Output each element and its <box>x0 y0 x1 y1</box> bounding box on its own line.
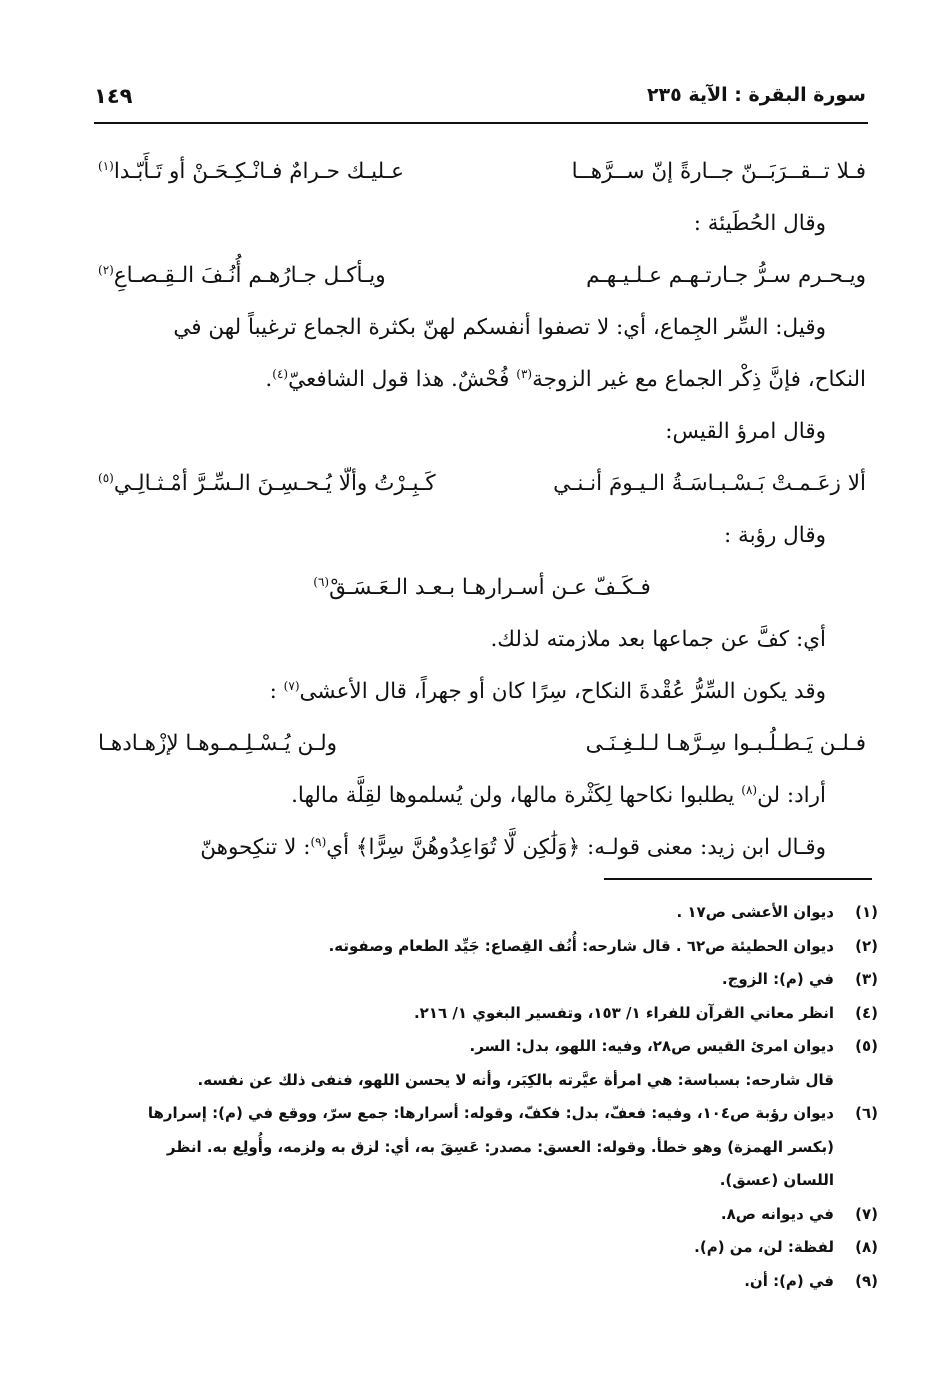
verse-line <box>98 458 866 510</box>
text-segment: فُحْشٌ. هذا قول الشافعيّ <box>288 367 517 392</box>
footnote-ref: (٥) <box>98 470 114 485</box>
footnote-text <box>100 1265 834 1299</box>
footnote-ref: (٦) <box>313 574 330 589</box>
paragraph-line <box>98 354 866 406</box>
verse-hemistich-second: ولـن يُـسْـلِـمـوهـا لإزْهـادهـا <box>98 731 338 756</box>
page-header <box>94 78 866 122</box>
footnote-line: ديوان امرئ القيس ص٢٨، وفيه: اللهو، بدل: السر. <box>469 1037 834 1055</box>
footnote-line: اللسان (عسق). <box>719 1171 834 1189</box>
verse-line <box>98 250 866 302</box>
footnote-text <box>100 997 834 1031</box>
footnote-line: (بكسر الهمزة) وهو خطأ. وقوله: العسق: مصدر: عَسِقَ به، أي: لزق به ولزمه، وأُولِع به. انظر <box>166 1137 834 1156</box>
verse-hemistich-first: ويـحـرم سـرُّ جـارتـهـم عـلـيـهـم <box>586 263 866 288</box>
text-segment: . <box>265 367 273 392</box>
verse-hemistich-second: كَـبِـرْتُ وألّا يُـحـسِـنَ الـسِّـرَّ أمْـثـالِـي <box>113 471 436 496</box>
footnote-number: (٤) <box>855 1003 878 1022</box>
footnote <box>100 963 878 997</box>
footnote-ref: (٤) <box>272 366 289 381</box>
footnote-line: في (م): الزوج. <box>721 970 834 988</box>
footnote-line: انظر معاني القرآن للفراء ١/ ١٥٣، وتفسير البغوي ١/ ٢١٦. <box>413 1003 834 1022</box>
footnote-text <box>100 1097 834 1198</box>
text-segment: يطلبوا نكاحها لِكَثْرة مالها، ولن يُسلموها لقِلَّة مالها. <box>291 783 742 808</box>
footnote-line: ديوان الحطيئة ص٦٢ . قال شارحه: أُنُف القِصاع: جَيِّد الطعام وصفوته. <box>328 936 834 955</box>
footnote-number: (٦) <box>855 1104 878 1122</box>
footnote-text <box>100 1231 834 1265</box>
intro-line: وقال الحُطَيئة : <box>693 211 826 236</box>
footnote-text <box>100 1198 834 1232</box>
running-title: سورة البقرة : الآية ٢٣٥ <box>646 84 866 106</box>
paragraph-line <box>98 770 866 822</box>
paragraph-line <box>98 822 866 874</box>
footnote-line: في ديوانه ص٨. <box>720 1204 834 1223</box>
footnote-line: لفظة: لن، من (م). <box>694 1238 834 1256</box>
verse-hemistich-second-wrap <box>98 250 386 302</box>
footnote <box>100 1265 878 1299</box>
footnote-number: (٩) <box>855 1271 878 1290</box>
footnote <box>100 1030 878 1097</box>
verse-hemistich-second: عـليـك حـرامٌ فـانْـكِـحَـنْ أو تَـأَبّـدا <box>113 159 404 184</box>
header-rule <box>94 122 868 124</box>
footnotes <box>100 896 878 1298</box>
footnote <box>100 1231 878 1265</box>
text-segment: أراد: لن <box>757 783 826 808</box>
verse-text: فـكَـفّ عـن أسـرارهـا بـعـد الـعَـسَـقْ <box>329 575 651 600</box>
footnote <box>100 1097 878 1198</box>
verse-hemistich-first: ألا زعَـمـتْ بَـسْـبـاسَـةُ الـيـومَ أنـنـي <box>553 471 866 496</box>
footnote-text <box>100 963 834 997</box>
footnote-text <box>100 896 834 930</box>
footnote-ref: (٨) <box>741 782 758 797</box>
paragraph-line: وقيل: السِّر الجِماع، أي: لا تصفوا أنفسكم لهنّ بكثرة الجماع ترغيباً لهن في <box>173 315 826 340</box>
footnote-line: ديوان الأعشى ص١٧ . <box>676 903 834 921</box>
footnote-text <box>100 1030 834 1097</box>
paragraph-line <box>98 666 866 718</box>
footnote-ref: (١) <box>98 158 114 173</box>
footnote-number: (٧) <box>855 1204 878 1223</box>
page-number: ١٤٩ <box>94 84 133 108</box>
footnote <box>100 896 878 930</box>
verse-hemistich-second: ويـأكـل جـارُهـم أُنُـفَ الـقِـصـاعِ <box>113 263 386 288</box>
text-segment: : لا تنكِحوهنّ <box>200 835 311 860</box>
footnote-rule <box>604 878 872 880</box>
footnote <box>100 1198 878 1232</box>
footnote-number: (٨) <box>855 1238 878 1256</box>
footnote-text <box>100 930 834 964</box>
footnote-ref: (٧) <box>283 678 300 693</box>
footnote-line: في (م): أن. <box>744 1271 834 1290</box>
text-segment: وقد يكون السِّرُّ عُقْدةَ النكاح، سِرًا كان أو جهراً، قال الأعشى <box>299 679 826 704</box>
footnote-number: (٢) <box>855 936 878 955</box>
verse-hemistich-first: فـلا تــقــرَبَــنّ جــارةً إنّ ســرَّهــا <box>571 159 866 184</box>
text-segment: : <box>269 679 284 704</box>
text-segment: النكاح، فإنَّ ذِكْر الجماع مع غير الزوجة <box>532 367 866 392</box>
intro-line: وقال رؤبة : <box>723 523 826 548</box>
verse-line <box>98 146 866 198</box>
paragraph-line: أي: كفَّ عن جماعها بعد ملازمته لذلك. <box>490 627 826 652</box>
verse-hemistich-first: فـلـن يَـطـلُـبـوا سِـرَّهـا لـلـغِـنَـى <box>585 731 866 756</box>
verse-line-centered <box>98 562 866 614</box>
footnote <box>100 930 878 964</box>
intro-line: وقال امرؤ القيس: <box>665 419 826 444</box>
footnote-ref: (٣) <box>516 366 533 381</box>
footnote <box>100 997 878 1031</box>
footnote-ref: (٢) <box>98 262 114 277</box>
footnote-number: (٥) <box>855 1037 878 1055</box>
footnote-ref: (٩) <box>310 834 327 849</box>
footnote-number: (١) <box>855 903 878 921</box>
verse-hemistich-second-wrap <box>98 146 404 198</box>
verse-hemistich-second-wrap <box>98 458 436 510</box>
footnote-number: (٣) <box>855 970 878 988</box>
footnote-line: ديوان رؤبة ص١٠٤، وفيه: فعفّ، بدل: فكفّ، وقوله: أسرارها: جمع سرّ، ووقع في (م): إسرارها <box>147 1104 834 1122</box>
verse-line <box>98 718 866 770</box>
text-segment: وقـال ابن زيد: معنى قولـه: ﴿وَلَٰكِن لَّا تُوَاعِدُوهُنَّ سِرًّا﴾ أي <box>326 835 826 860</box>
footnote-line: قال شارحه: بسباسة: هي امرأة عيَّرته بالكِبَر، وأنه لا يحسن اللهو، فنفى ذلك عن نفسه. <box>197 1070 834 1089</box>
main-text <box>98 146 866 874</box>
